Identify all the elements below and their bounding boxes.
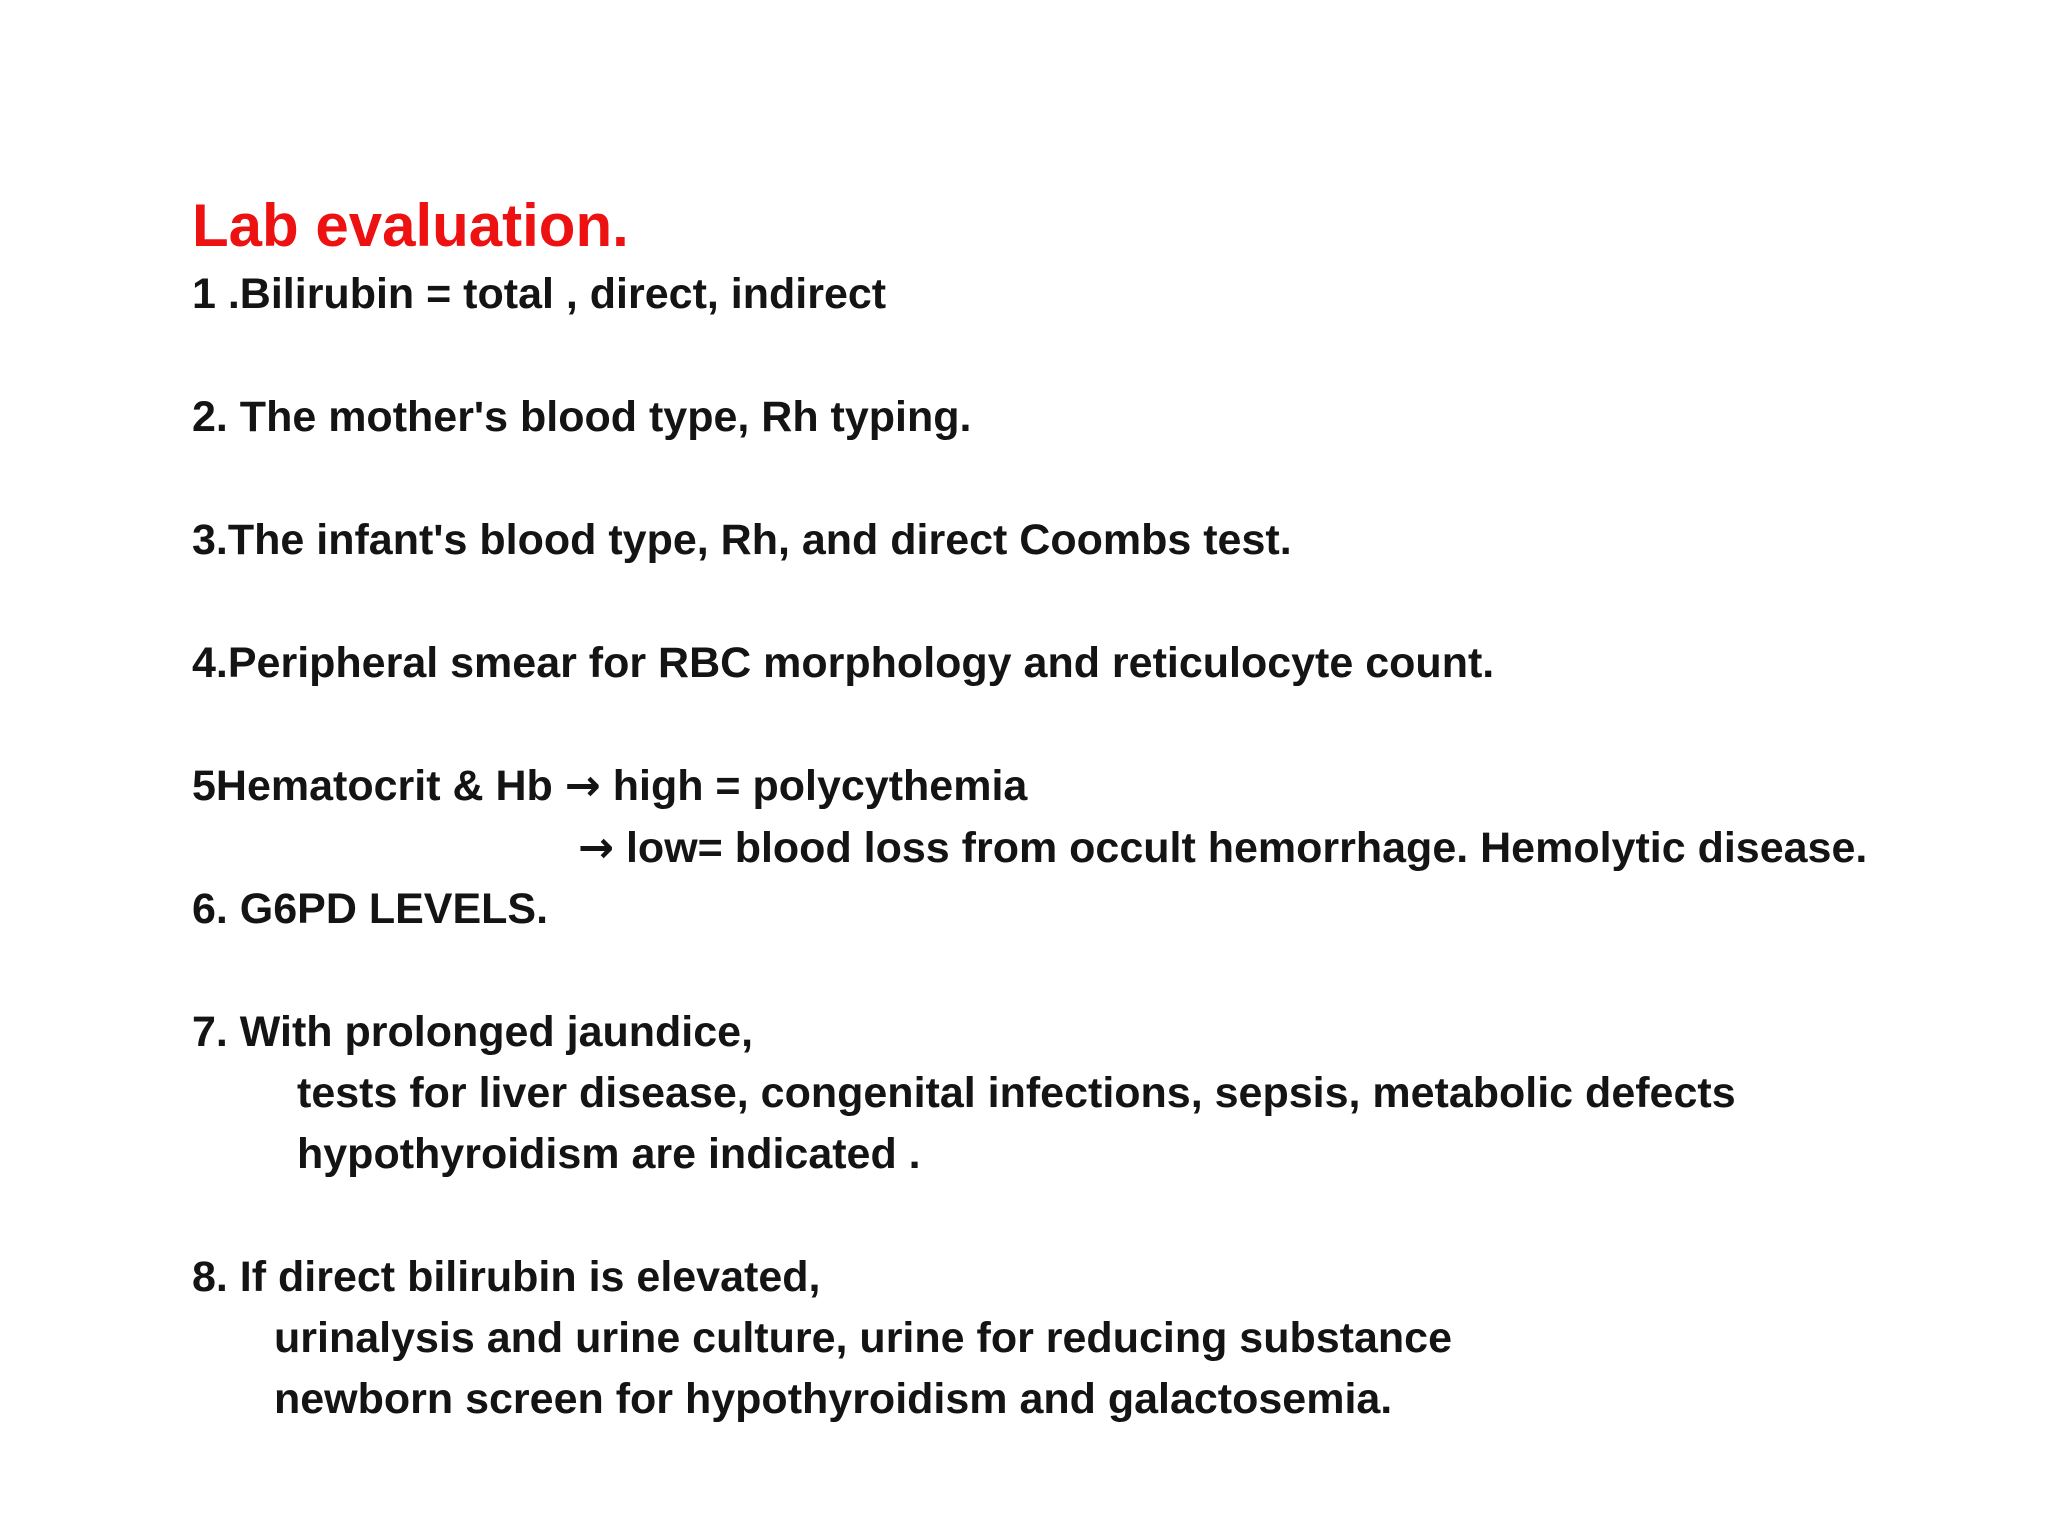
item-8-line-1: urinalysis and urine culture, urine for reducing substance: [274, 1314, 1452, 1362]
slide-title: Lab evaluation.: [192, 192, 629, 259]
item-5-high-text: high = polycythemia: [612, 762, 1028, 810]
arrow-right-icon: →: [564, 761, 601, 811]
item-8-line-2: newborn screen for hypothyroidism and galactosemia.: [274, 1375, 1393, 1423]
item-3: 3.The infant's blood type, Rh, and direct Coombs test.: [192, 516, 1292, 564]
item-4: 4.Peripheral smear for RBC morphology and reticulocyte count.: [192, 639, 1495, 687]
item-7-line-2: hypothyroidism are indicated .: [297, 1130, 921, 1178]
arrow-right-icon: →: [578, 823, 615, 873]
item-1: 1 .Bilirubin = total , direct, indirect: [192, 270, 887, 318]
item-7-heading: 7. With prolonged jaundice,: [192, 1008, 754, 1056]
item-5-high: [192, 761, 1028, 811]
item-8-heading: 8. If direct bilirubin is elevated,: [192, 1253, 821, 1301]
item-2: 2. The mother's blood type, Rh typing.: [192, 393, 972, 441]
item-5-low-text: low= blood loss from occult hemorrhage. Hemolytic disease.: [625, 824, 1868, 872]
item-6: 6. G6PD LEVELS.: [192, 885, 549, 933]
item-5-low: [578, 823, 1868, 873]
item-5-label: 5Hematocrit & Hb: [192, 762, 553, 810]
item-7-line-1: tests for liver disease, congenital infections, sepsis, metabolic defects: [297, 1069, 1736, 1117]
